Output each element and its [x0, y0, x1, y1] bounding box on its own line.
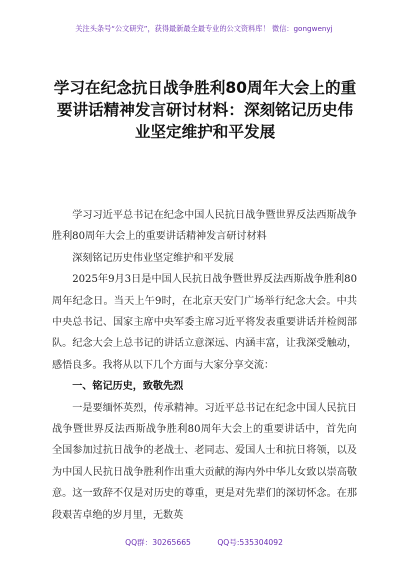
top-banner: 关注头条号“公文研究”，获得最新最全最专业的公文资料库！ 微信：gongwenyj [75, 24, 333, 33]
footer-contact [0, 537, 408, 548]
footer-qq-number: QQ号:535304092 [217, 538, 283, 547]
document-body [52, 205, 357, 526]
body-paragraph-3: 2025年9月3日是中国人民抗日战争暨世界反法西斯战争胜利80周年纪念日。当天上午9时，在北京天安门广场举行纪念大会。中共中央总书记、国家主席中央军委主席习近平将发表重要讲话并检阅部队。纪念大会上总书记的讲话立意深远、内涵丰富，让我深受触动，感悟良多。我将从以下几个方面与大家分享交流： [52, 274, 357, 371]
body-paragraph-1: 学习习近平总书记在纪念中国人民抗日战争暨世界反法西斯战争胜利80周年大会上的重要讲话精神发言研讨材料 [52, 210, 357, 243]
document-title: 学习在纪念抗日战争胜利80周年大会上的重要讲话精神发言研讨材料：深刻铭记历史伟业坚定维护和平发展 [53, 79, 357, 141]
body-paragraph-4: 一是要缅怀英烈，传承精神。习近平总书记在纪念中国人民抗日战争暨世界反法西斯战争胜利80周年大会上的重要讲话中，首先向全国参加过抗日战争的老战士、老同志、爱国人士和抗日将领，以及为中国人民抗日战争胜利作出重大贡献的海内外中华儿女致以崇高敬意。这一致辞不仅是对历史的尊重，更是对先辈们的深切怀念。在那段艰苦卓绝的岁月里，无数英 [52, 402, 357, 521]
footer-qq-group: QQ群：30265665 [125, 538, 191, 547]
section-heading-1: 一、铭记历史，致敬先烈 [72, 381, 184, 393]
body-paragraph-2: 深刻铭记历史伟业坚定维护和平发展 [72, 252, 234, 264]
